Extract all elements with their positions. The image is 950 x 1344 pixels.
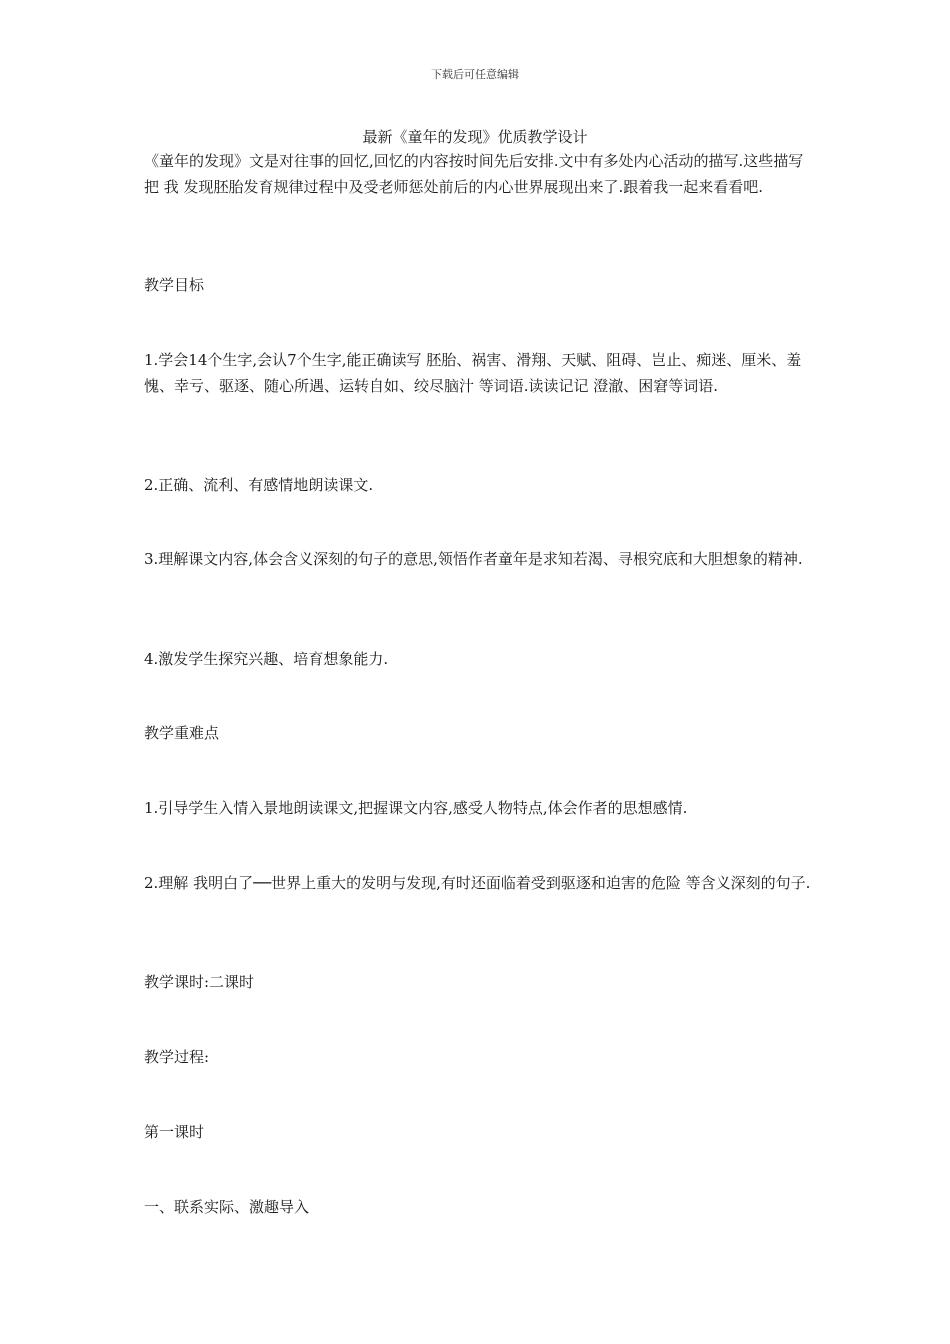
section-heading-process: 教学过程: bbox=[144, 1048, 210, 1066]
difficulty-item-2: 2.理解 我明白了──世界上重大的发明与发现,有时还面临着受到驱逐和迫害的危险 等含义深刻的句子. bbox=[144, 874, 811, 892]
lesson-hours: 教学课时:二课时 bbox=[144, 973, 255, 991]
section-heading-difficulties: 教学重难点 bbox=[144, 724, 220, 742]
document-title: 最新《童年的发现》优质教学设计 bbox=[362, 128, 588, 146]
first-lesson-heading: 第一课时 bbox=[144, 1123, 205, 1141]
goal-item-1: 1.学会14个生字,会认7个生字,能正确读写 胚胎、祸害、滑翔、天赋、阻碍、岂止、痴迷、厘米、羞愧、幸亏、驱逐、随心所遇、运转自如、绞尽脑汁 等词语.读读记记 澄澈、困窘等词语. bbox=[144, 351, 802, 395]
page-header-note: 下载后可任意编辑 bbox=[431, 68, 519, 81]
goal-item-3: 3.理解课文内容,体会含义深刻的句子的意思,领悟作者童年是求知若渴、寻根究底和大胆想象的精神. bbox=[144, 550, 803, 568]
step-one-heading: 一、联系实际、激趣导入 bbox=[144, 1198, 310, 1216]
goal-item-2: 2.正确、流利、有感情地朗读课文. bbox=[144, 476, 374, 494]
intro-paragraph: 《童年的发现》文是对往事的回忆,回忆的内容按时间先后安排.文中有多处内心活动的描写.这些描写把 我 发现胚胎发育规律过程中及受老师惩处前后的内心世界展现出来了.跟着我一起来看看吧. bbox=[144, 152, 804, 196]
difficulty-item-1: 1.引导学生入情入景地朗读课文,把握课文内容,感受人物特点,体会作者的思想感情. bbox=[144, 799, 688, 817]
section-heading-goals: 教学目标 bbox=[144, 276, 205, 294]
goal-item-4: 4.激发学生探究兴趣、培育想象能力. bbox=[144, 650, 389, 668]
